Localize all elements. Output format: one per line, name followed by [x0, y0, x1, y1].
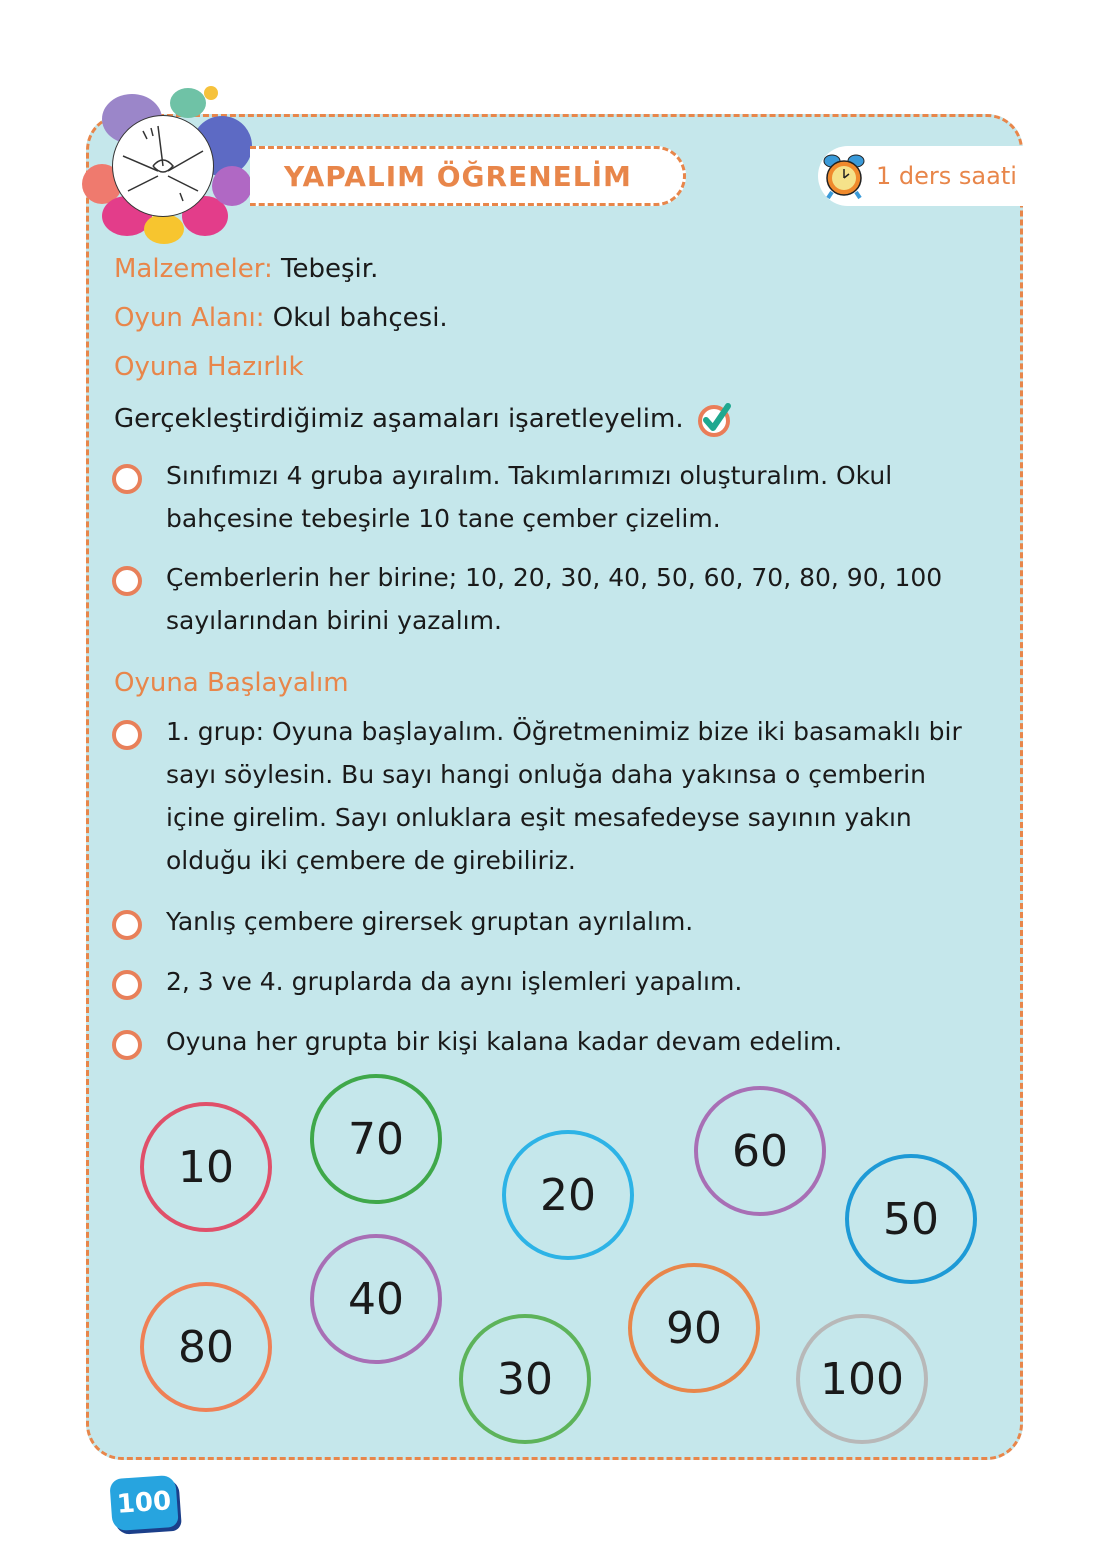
- duration-badge: [818, 146, 1023, 206]
- page-number-badge: 100: [109, 1475, 178, 1531]
- materials-label: Malzemeler:: [114, 254, 273, 284]
- step-text: Oyuna her grupta bir kişi kalana kadar devam edelim.: [166, 1027, 843, 1056]
- number-circle-80: 80: [140, 1282, 272, 1412]
- team-hands-illustration: [112, 115, 214, 217]
- game-step-3[interactable]: [112, 966, 986, 1003]
- step-text: 1. grup: Oyuna başlayalım. Öğretmenimiz bize iki basamaklı bir sayı söylesin. Bu sayı hangi onluğa daha yakınsa o çemberin içine girelim. Sayı onluklara eşit mesafedeyse sayının yakın olduğu iki çembere de girebiliriz.: [166, 717, 962, 875]
- materials-value: Tebeşir.: [281, 254, 379, 284]
- prep-step-1[interactable]: [112, 460, 986, 540]
- step-text: 2, 3 ve 4. gruplarda da aynı işlemleri yapalım.: [166, 967, 743, 996]
- play-area-line: [114, 303, 448, 333]
- number-circle-10: 10: [140, 1102, 272, 1232]
- step-checkbox[interactable]: [112, 910, 142, 940]
- number-circle-100: 100: [796, 1314, 928, 1444]
- alarm-clock-icon: [820, 152, 868, 200]
- section-title: YAPALIM ÖĞRENELİM: [284, 159, 632, 193]
- step-text: Yanlış çembere girersek gruptan ayrılalım.: [166, 907, 694, 936]
- materials-line: [114, 254, 378, 284]
- game-step-4[interactable]: [112, 1026, 986, 1063]
- step-text: Sınıfımızı 4 gruba ayıralım. Takımlarımızı oluşturalım. Okul bahçesine tebeşirle 10 tane çember çizelim.: [166, 461, 893, 533]
- play-area-value: Okul bahçesi.: [272, 303, 448, 333]
- duration-text: 1 ders saati: [876, 162, 1017, 190]
- section-title-banner: [250, 146, 686, 206]
- step-checkbox[interactable]: [112, 970, 142, 1000]
- number-circle-40: 40: [310, 1234, 442, 1364]
- instruction-text: Gerçekleştirdiğimiz aşamaları işaretleyelim.: [114, 404, 684, 434]
- checkmark-icon: [696, 400, 734, 438]
- play-area-label: Oyun Alanı:: [114, 303, 265, 333]
- step-checkbox[interactable]: [112, 464, 142, 494]
- number-circle-70: 70: [310, 1074, 442, 1204]
- number-circle-60: 60: [694, 1086, 826, 1216]
- game-step-2[interactable]: [112, 906, 986, 943]
- instruction-line: [114, 400, 734, 438]
- step-checkbox[interactable]: [112, 720, 142, 750]
- number-circle-20: 20: [502, 1130, 634, 1260]
- step-checkbox[interactable]: [112, 566, 142, 596]
- number-circle-50: 50: [845, 1154, 977, 1284]
- start-heading: Oyuna Başlayalım: [114, 668, 349, 698]
- number-circle-30: 30: [459, 1314, 591, 1444]
- preparation-heading: Oyuna Hazırlık: [114, 352, 304, 382]
- prep-step-2[interactable]: [112, 562, 986, 642]
- number-circle-90: 90: [628, 1263, 760, 1393]
- step-text: Çemberlerin her birine; 10, 20, 30, 40, 50, 60, 70, 80, 90, 100 sayılarından birini yazalım.: [166, 563, 943, 635]
- game-step-1[interactable]: [112, 716, 986, 882]
- step-checkbox[interactable]: [112, 1030, 142, 1060]
